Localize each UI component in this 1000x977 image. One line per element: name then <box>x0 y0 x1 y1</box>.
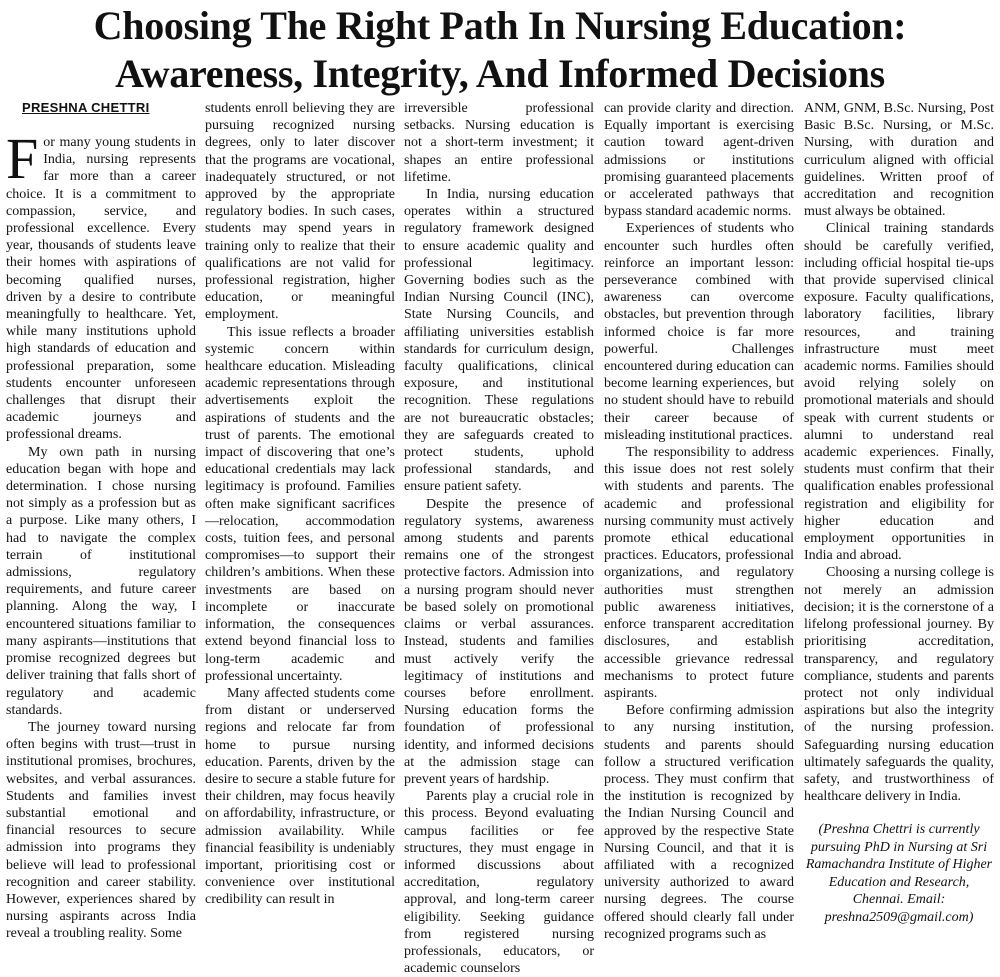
paragraph: ANM, GNM, B.Sc. Nursing, Post Basic B.Sc. Nursing, or M.Sc. Nursing, with duration and curriculum aligned with official guidelines. Written proof of accreditation and recognition must always be obtained. <box>804 101 994 220</box>
paragraph: Many affected students come from distant or underserved regions and relocate far from home to pursue nursing education. Parents, driven by the desire to secure a stable future for their children, may focus heavily on affordability, infrastructure, or admission availability. While financial feasibility is undeniably important, prioritising cost or convenience over institutional credibility can result in <box>205 685 395 908</box>
paragraph: In India, nursing education operates within a structured regulatory framework designed to ensure academic quality and professional legitimacy. Governing bodies such as the Indian Nursing Council (INC), State Nursing Councils, and affiliating universities establish standards for curriculum design, faculty qualifications, clinical exposure, and institutional recognition. These regulations are not bureaucratic obstacles; they are safeguards created to protect students, uphold professional standards, and ensure patient safety. <box>404 187 594 495</box>
paragraph: Parents play a crucial role in this process. Beyond evaluating campus facilities or fee structures, they must engage in informed discussions about accreditation, regulatory approval, and long-term career eligibility. Seeking guidance from registered nursing professionals, educators, or academic counselors <box>404 789 594 977</box>
article-column-3 <box>404 100 594 977</box>
article-column-2 <box>205 100 395 908</box>
paragraph: Clinical training standards should be carefully verified, including official hospital tie-ups that provide supervised clinical exposure. Faculty qualifications, laboratory facilities, library resources, and training infrastructure must meet academic norms. Families should avoid relying solely on promotional materials and should speak with current students or alumni to understand real academic experiences. Finally, students must confirm that their qualification enables professional registration and eligibility for higher education and employment opportunities in India and abroad. <box>804 221 994 564</box>
paragraph <box>6 126 196 444</box>
article-column-1 <box>6 100 196 942</box>
paragraph: Despite the presence of regulatory systems, awareness among students and parents remains one of the strongest protective factors. Admission into a nursing program should never be based solely on promotional claims or verbal assurances. Instead, students and families must actively verify the legitimacy of institutions and courses before enrollment. Nursing education forms the foundation of professional identity, and informed decisions at the admission stage can prevent years of hardship. <box>404 496 594 787</box>
headline-line-1: Choosing The Right Path In Nursing Education: <box>93 3 907 48</box>
drop-cap: F <box>6 126 39 191</box>
paragraph: Choosing a nursing college is not merely an admission decision; it is the cornerstone of a lifelong professional journey. By prioritising accreditation, transparency, and regulatory compliance, students and parents protect not only individual aspirations but also the integrity of the nursing profession. Safeguarding nursing education ultimately safeguards the quality, safety, and trustworthiness of healthcare delivery in India. <box>804 565 994 805</box>
paragraph: The responsibility to address this issue does not rest solely with students and parents. The academic and professional nursing community must actively promote ethical educational practices. Educators, professional organizations, and regulatory authorities must strengthen public awareness initiatives, enforce transparent accreditation disclosures, and establish accessible grievance redressal mechanisms to protect future aspirants. <box>604 445 794 701</box>
byline: PRESHNA CHETTRI <box>22 100 150 115</box>
headline <box>0 2 1000 98</box>
paragraph: Before confirming admission to any nursing institution, students and parents should follow a structured verification process. They must confirm that the institution is recognized by the Indian Nursing Council and approved by the respective State Nursing Council, and that it is affiliated with a recognized university authorized to award nursing degrees. The course offered should clearly fall under recognized programs such as <box>604 703 794 942</box>
article-column-5 <box>804 100 994 925</box>
paragraph: This issue reflects a broader systemic concern within healthcare education. Misleading academic representations through advertisements exploit the aspirations of students and the trust of parents. The emotional impact of discovering that one’s educational credentials may lack legitimacy is profound. Families often make significant sacrifices—relocation, accommodation costs, tuition fees, and personal compromises—to support their children’s ambitions. When these investments are based on incomplete or inaccurate information, the consequences extend beyond financial loss to long-term academic and professional uncertainty. <box>205 324 395 684</box>
article-column-4 <box>604 100 794 942</box>
author-note: (Preshna Chettri is currently pursuing PhD in Nursing at Sri Ramachandra Institute of Higher Education and Research, Chennai. Email: preshna2509@gmail.com) <box>805 822 993 925</box>
paragraph: The journey toward nursing often begins with trust—trust in institutional promises, brochures, websites, and verbal assurances. Students and families invest substantial emotional and financial resources to secure admission into programs they believe will lead to professional recognition and career stability. However, experiences shared by nursing aspirants across India reveal a troubling reality. Some <box>6 719 196 942</box>
paragraph: My own path in nursing education began with hope and determination. I chose nursing not simply as a profession but as a purpose. Like many others, I had to navigate the complex terrain of institutional admissions, regulatory requirements, and future career planning. Along the way, I encountered situations familiar to many aspirants—institutions that promise recognized degrees but deliver training that falls short of regulatory and academic standards. <box>6 444 196 718</box>
paragraph: Experiences of students who encounter such hurdles often reinforce an important lesson: perseverance combined with awareness can overcome obstacles, but prevention through informed choice is far more powerful. Challenges encountered during education can become learning experiences, but no student should have to rebuild their career because of misleading institutional practices. <box>604 221 794 443</box>
paragraph: can provide clarity and direction. Equally important is exercising caution toward agent-driven admissions or institutions promising guaranteed placements or accelerated pathways that bypass standard academic norms. <box>604 101 794 220</box>
headline-line-2: Awareness, Integrity, And Informed Decisions <box>115 51 885 96</box>
paragraph-text: or many young students in India, nursing represents far more than a career choice. It is a commitment to compassion, service, and professional excellence. Every year, thousands of students leave their homes with aspirations of becoming qualified nurses, driven by a desire to contribute meaningfully to healthcare. Yet, while many institutions uphold high standards of education and professional preparation, some students encounter unforeseen challenges that disrupt their academic journeys and professional dreams. <box>6 135 196 443</box>
paragraph: irreversible professional setbacks. Nursing education is not a short-term investment; it shapes an entire professional lifetime. <box>404 101 594 185</box>
paragraph: students enroll believing they are pursuing recognized nursing degrees, only to later discover that the programs are vocational, inadequately structured, or not approved by the appropriate regulatory bodies. In such cases, students may spend years in training only to realize that their qualifications are not valid for professional registration, higher education, or meaningful employment. <box>205 101 395 323</box>
